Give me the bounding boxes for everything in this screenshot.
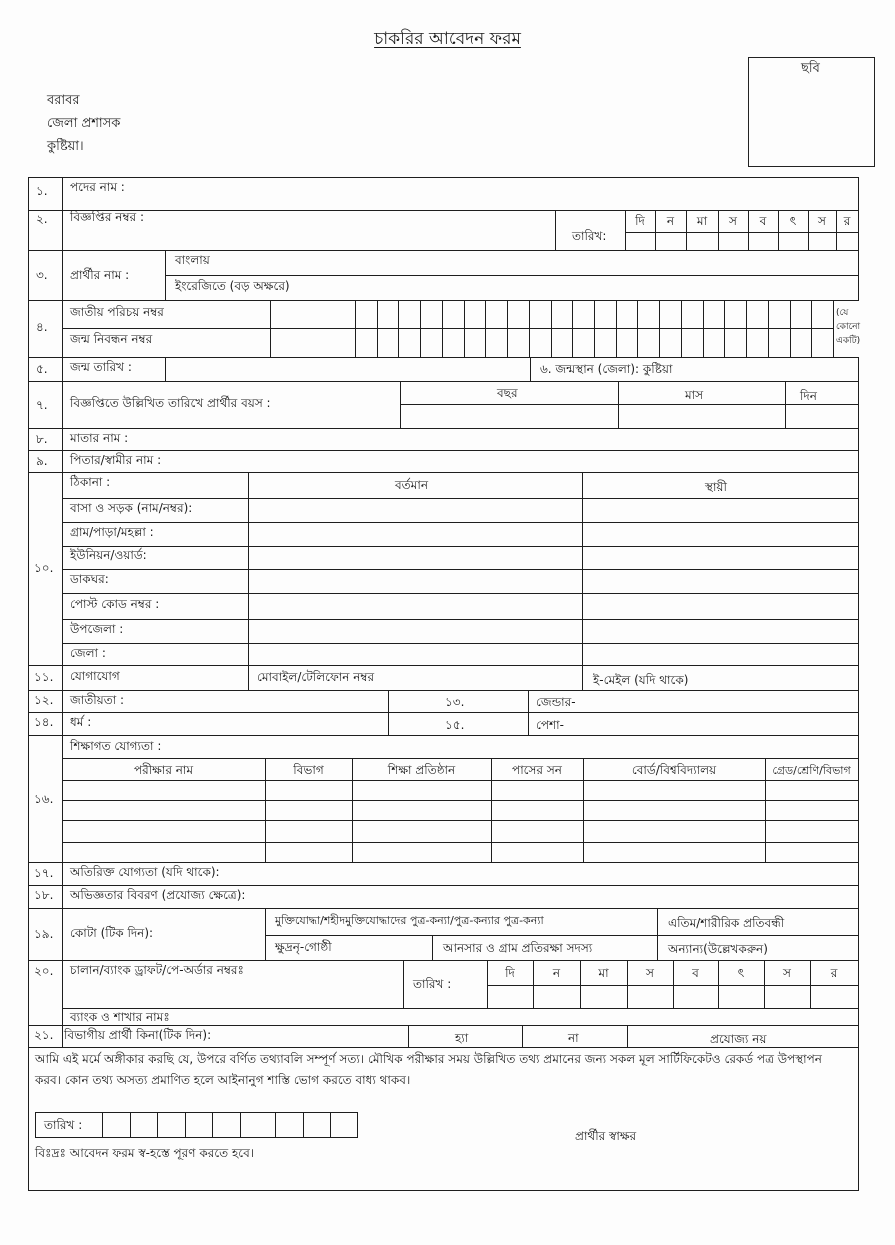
gender-label: জেন্ডার- bbox=[536, 695, 576, 709]
grid-line bbox=[522, 1025, 523, 1048]
applicant-name-label: প্রার্থীর নাম : bbox=[70, 268, 130, 282]
occupation-label: পেশা- bbox=[536, 718, 564, 732]
village-label: গ্রাম/পাড়া/মহল্লা : bbox=[70, 525, 154, 539]
grid-line bbox=[28, 177, 29, 1191]
footer-note: বিঃদ্রঃ আবেদন ফরম স্ব-হস্তে পূরণ করতে হবে। bbox=[35, 1146, 255, 1160]
grid-line bbox=[240, 1112, 241, 1138]
age-year-label: বছর bbox=[497, 386, 518, 400]
phone-label: মোবাইল/টেলিফোন নম্বর bbox=[257, 670, 375, 684]
challan-date-label: তারিখ : bbox=[413, 977, 452, 991]
grid-line bbox=[62, 546, 859, 547]
date-letter: মা bbox=[696, 214, 708, 228]
grid-line bbox=[265, 908, 266, 961]
grid-line bbox=[35, 1112, 358, 1113]
additional-qualification-label: অতিরিক্ত যোগ্যতা (যদি থাকে): bbox=[70, 865, 220, 879]
date-letter: র bbox=[843, 214, 851, 228]
grid-line bbox=[507, 300, 508, 358]
form-title bbox=[0, 28, 895, 50]
house-road-label: বাসা ও সড়ক (নাম/নম্বর): bbox=[70, 501, 193, 515]
grid-line bbox=[62, 758, 859, 759]
birthplace-label: ৬. জন্মস্থান (জেলা): কুষ্টিয়া bbox=[540, 362, 673, 376]
footer-date-label: তারিখ : bbox=[44, 1118, 83, 1132]
grid-line bbox=[165, 250, 166, 301]
address-label: ঠিকানা : bbox=[70, 475, 111, 489]
education-col-grade: গ্রেড/শ্রেণি/বিভাগ bbox=[772, 764, 851, 777]
name-english-label: ইংরেজিতে (বড় অক্ষরে) bbox=[175, 279, 290, 293]
age-month-label: মাস bbox=[685, 388, 704, 402]
row-number: ৮. bbox=[36, 432, 48, 446]
grid-line bbox=[858, 177, 859, 301]
departmental-candidate-label: বিভাগীয় প্রার্থী কিনা(টিক দিন): bbox=[64, 1028, 212, 1042]
grid-line bbox=[442, 300, 443, 358]
date-letter: স bbox=[729, 214, 737, 228]
grid-line bbox=[768, 300, 769, 358]
grid-line bbox=[28, 1190, 859, 1191]
date-letter: স bbox=[646, 966, 654, 980]
grid-line bbox=[102, 1112, 103, 1138]
photo-label: ছবি bbox=[801, 61, 820, 76]
religion-label: ধর্ম : bbox=[70, 715, 92, 729]
grid-line bbox=[62, 1008, 859, 1009]
row-number: ২১. bbox=[34, 1028, 54, 1042]
applicant-signature-label: প্রার্থীর স্বাক্ষর bbox=[575, 1129, 637, 1143]
grid-line bbox=[28, 472, 859, 473]
row-number: ১২. bbox=[34, 693, 54, 707]
education-label: শিক্ষাগত যোগ্যতা : bbox=[70, 739, 162, 753]
grid-line bbox=[62, 619, 859, 620]
row-number: ১৫. bbox=[445, 718, 465, 732]
grid-line bbox=[62, 842, 859, 843]
grid-line bbox=[403, 960, 404, 1009]
date-letter: ব bbox=[759, 214, 767, 228]
grid-line bbox=[400, 381, 401, 429]
post-office-label: ডাকঘর: bbox=[70, 572, 109, 586]
grid-line bbox=[377, 300, 378, 358]
grid-line bbox=[28, 885, 859, 886]
grid-line bbox=[616, 300, 617, 358]
grid-line bbox=[212, 1112, 213, 1138]
grid-line bbox=[28, 665, 859, 666]
date-letter: ন bbox=[666, 214, 675, 228]
grid-line bbox=[594, 300, 595, 358]
birth-registration-label: জন্ম নিবন্ধন নম্বর bbox=[70, 332, 153, 346]
any-one-note: (যে bbox=[836, 308, 849, 318]
permanent-address-header: স্থায়ী bbox=[705, 480, 727, 494]
date-letter: দি bbox=[505, 966, 515, 980]
bank-branch-label: ব্যাংক ও শাখার নামঃ bbox=[70, 1010, 170, 1024]
grid-line bbox=[28, 690, 859, 691]
row-number: ১৯. bbox=[34, 927, 54, 941]
row-number: ৪. bbox=[36, 320, 48, 334]
grid-line bbox=[485, 300, 486, 358]
nid-label: জাতীয় পরিচয় নম্বর bbox=[70, 305, 164, 319]
notice-number-label: বিজ্ঞপ্তির নম্বর : bbox=[70, 210, 144, 224]
grid-line bbox=[572, 300, 573, 358]
addressee-line-3: কুষ্টিয়া। bbox=[47, 139, 84, 154]
post-code-label: পোস্ট কোড নম্বর : bbox=[70, 597, 160, 611]
age-label: বিজ্ঞপ্তিতে উল্লিখিত তারিখে প্রার্থীর বয়স : bbox=[70, 396, 271, 410]
grid-line bbox=[28, 960, 859, 961]
grid-line bbox=[185, 1112, 186, 1138]
any-one-note: একটি) bbox=[836, 336, 861, 346]
grid-line bbox=[625, 232, 859, 233]
grid-line bbox=[582, 472, 583, 691]
grid-line bbox=[528, 690, 529, 736]
grid-line bbox=[681, 300, 682, 358]
grid-line bbox=[858, 357, 859, 1191]
date-letter: মা bbox=[598, 966, 609, 980]
contact-label: যোগাযোগ bbox=[70, 669, 120, 683]
grid-line bbox=[62, 569, 859, 570]
row-number: ১১. bbox=[34, 670, 54, 684]
row-number: ১৪. bbox=[34, 715, 54, 729]
row-number: ৭. bbox=[36, 398, 48, 412]
quota-label: কোটা (টিক দিন): bbox=[70, 926, 154, 940]
date-letter: ব bbox=[692, 966, 699, 980]
grid-line bbox=[811, 300, 812, 358]
education-col-board: বোর্ড/বিশ্ববিদ্যালয় bbox=[631, 763, 717, 777]
education-col-institute: শিক্ষা প্রতিষ্ঠান bbox=[387, 763, 456, 777]
date-letter: র bbox=[830, 966, 838, 980]
grid-line bbox=[248, 472, 249, 691]
grid-line bbox=[618, 381, 619, 429]
row-number: ১৭. bbox=[34, 866, 54, 880]
grid-line bbox=[35, 1137, 358, 1138]
date-letter: দি bbox=[635, 214, 645, 228]
grid-line bbox=[130, 1112, 131, 1138]
grid-line bbox=[62, 643, 859, 644]
grid-line bbox=[657, 908, 658, 961]
mother-name-label: মাতার নাম : bbox=[70, 431, 129, 445]
challan-number-label: চালান/ব্যাংক ড্রাফট/পে-অর্ডার নম্বরঃ bbox=[70, 963, 244, 977]
date-letter: ৎ bbox=[789, 214, 797, 228]
grid-line bbox=[398, 300, 399, 358]
grid-line bbox=[529, 300, 530, 358]
grid-line bbox=[62, 780, 859, 781]
grid-line bbox=[62, 177, 63, 1048]
grid-line bbox=[28, 450, 859, 451]
father-husband-name-label: পিতার/স্বামীর নাম : bbox=[70, 453, 162, 467]
row-number: ১০. bbox=[34, 561, 54, 575]
post-name-label: পদের নাম : bbox=[70, 180, 125, 194]
present-address-header: বর্তমান bbox=[395, 478, 428, 492]
grid-line bbox=[28, 210, 859, 211]
grid-line bbox=[330, 1112, 331, 1138]
upazila-label: উপজেলা : bbox=[70, 622, 124, 636]
grid-line bbox=[627, 1025, 628, 1048]
grid-line bbox=[785, 381, 786, 429]
grid-line bbox=[265, 935, 859, 936]
district-label: জেলা : bbox=[70, 646, 106, 660]
addressee-line-2: জেলা প্রশাসক bbox=[47, 116, 121, 131]
grid-line bbox=[62, 593, 859, 594]
name-bangla-label: বাংলায় bbox=[175, 253, 210, 267]
grid-line bbox=[275, 1112, 276, 1138]
grid-line bbox=[62, 800, 859, 801]
email-label: ই-মেইল (যদি থাকে) bbox=[593, 673, 689, 687]
grid-line bbox=[165, 275, 859, 276]
grid-line bbox=[157, 1112, 158, 1138]
birth-date-label: জন্ম তারিখ : bbox=[70, 360, 132, 374]
grid-line bbox=[28, 177, 859, 178]
grid-line bbox=[388, 690, 389, 736]
grid-line bbox=[28, 1025, 859, 1026]
experience-label: অভিজ্ঞতার বিবরণ (প্রযোজ্য ক্ষেত্রে): bbox=[70, 888, 246, 902]
grid-line bbox=[724, 300, 725, 358]
row-number: ৯. bbox=[36, 454, 48, 468]
grid-line bbox=[270, 300, 271, 358]
grid-line bbox=[28, 357, 859, 358]
grid-line bbox=[555, 210, 556, 251]
row-number: ১. bbox=[36, 184, 48, 198]
grid-line bbox=[165, 357, 166, 382]
option-not-applicable: প্রযোজ্য নয় bbox=[710, 1032, 767, 1046]
grid-line bbox=[62, 328, 834, 329]
grid-line bbox=[28, 735, 859, 736]
quota-ansar-vdp: আনসার ও গ্রাম প্রতিরক্ষা সদস্য bbox=[443, 941, 593, 955]
grid-line bbox=[303, 1112, 304, 1138]
date-letter: ৎ bbox=[737, 966, 745, 980]
grid-line bbox=[530, 357, 531, 382]
grid-line bbox=[464, 300, 465, 358]
addressee-line-1: বরাবর bbox=[47, 93, 80, 108]
option-no: না bbox=[568, 1031, 579, 1045]
grid-line bbox=[28, 300, 859, 301]
date-letter: স bbox=[818, 214, 826, 228]
grid-line bbox=[28, 381, 859, 382]
grid-line bbox=[746, 300, 747, 358]
grid-line bbox=[28, 250, 859, 251]
grid-line bbox=[28, 908, 859, 909]
row-number: ১৬. bbox=[34, 792, 54, 806]
grid-line bbox=[551, 300, 552, 358]
photo-box bbox=[748, 57, 875, 167]
grid-line bbox=[28, 1047, 859, 1048]
date-letter: ন bbox=[552, 966, 561, 980]
grid-line bbox=[420, 300, 421, 358]
education-col-year: পাসের সন bbox=[512, 763, 562, 777]
any-one-note: কোনো bbox=[836, 322, 861, 332]
grid-line bbox=[357, 1112, 358, 1138]
option-yes: হ্যা bbox=[455, 1031, 469, 1045]
quota-others: অন্যান্য(উল্লেখকরুন) bbox=[668, 942, 768, 956]
row-number: ২. bbox=[36, 212, 48, 226]
row-number: ১৮. bbox=[34, 888, 54, 902]
quota-ethnic-minority: ক্ষুদ্রনৃ-গোষ্ঠী bbox=[275, 940, 332, 954]
grid-line bbox=[62, 522, 859, 523]
grid-line bbox=[833, 300, 834, 358]
quota-freedom-fighter: মুক্তিযোদ্ধা/শহীদমুক্তিযোদ্ধাদের পুত্র-কন্যা/পুত্র-কন্যার পুত্র-কন্যা bbox=[275, 914, 544, 927]
grid-line bbox=[28, 862, 859, 863]
grid-line bbox=[28, 428, 859, 429]
grid-line bbox=[659, 300, 660, 358]
form-title-text: চাকরির আবেদন ফরম bbox=[374, 29, 521, 49]
row-number: ১৩. bbox=[445, 695, 465, 709]
education-col-exam: পরীক্ষার নাম bbox=[133, 763, 194, 777]
education-col-group: বিভাগ bbox=[293, 763, 324, 777]
date-letter: স bbox=[783, 966, 791, 980]
grid-line bbox=[355, 300, 356, 358]
notice-date-label: তারিখ: bbox=[572, 229, 607, 243]
grid-line bbox=[62, 820, 859, 821]
grid-line bbox=[703, 300, 704, 358]
grid-line bbox=[432, 935, 433, 961]
grid-line bbox=[35, 1112, 36, 1138]
row-number: ২০. bbox=[34, 964, 54, 978]
grid-line bbox=[790, 300, 791, 358]
nationality-label: জাতীয়তা : bbox=[70, 693, 125, 707]
grid-line bbox=[28, 712, 859, 713]
row-number: ৩. bbox=[36, 268, 48, 282]
quota-orphan-disabled: এতিম/শারীরিক প্রতিবন্ধী bbox=[668, 916, 785, 930]
declaration-text: আমি এই মর্মে অঙ্গীকার করছি যে, উপরে বর্ণিত তথ্যাবলি সম্পূর্ণ সত্য। মৌখিক পরীক্ষার সময় উল্লিখিত তথ্য প্রমানের জন্য সকল মূল সার্টিফিকেটও রেকর্ড পত্র উপস্থাপন করব। কোন তথ্য অসত্য প্রমাণিত হলে আইনানুগ শাস্তি ভোগ করতে বাধ্য থাকব। bbox=[35, 1052, 822, 1087]
row-number: ৫. bbox=[36, 362, 48, 376]
grid-line bbox=[62, 498, 859, 499]
grid-line bbox=[408, 1025, 409, 1048]
age-day-label: দিন bbox=[800, 389, 817, 403]
grid-line bbox=[637, 300, 638, 358]
grid-line bbox=[400, 404, 859, 405]
union-ward-label: ইউনিয়ন/ওয়ার্ড: bbox=[70, 548, 147, 562]
